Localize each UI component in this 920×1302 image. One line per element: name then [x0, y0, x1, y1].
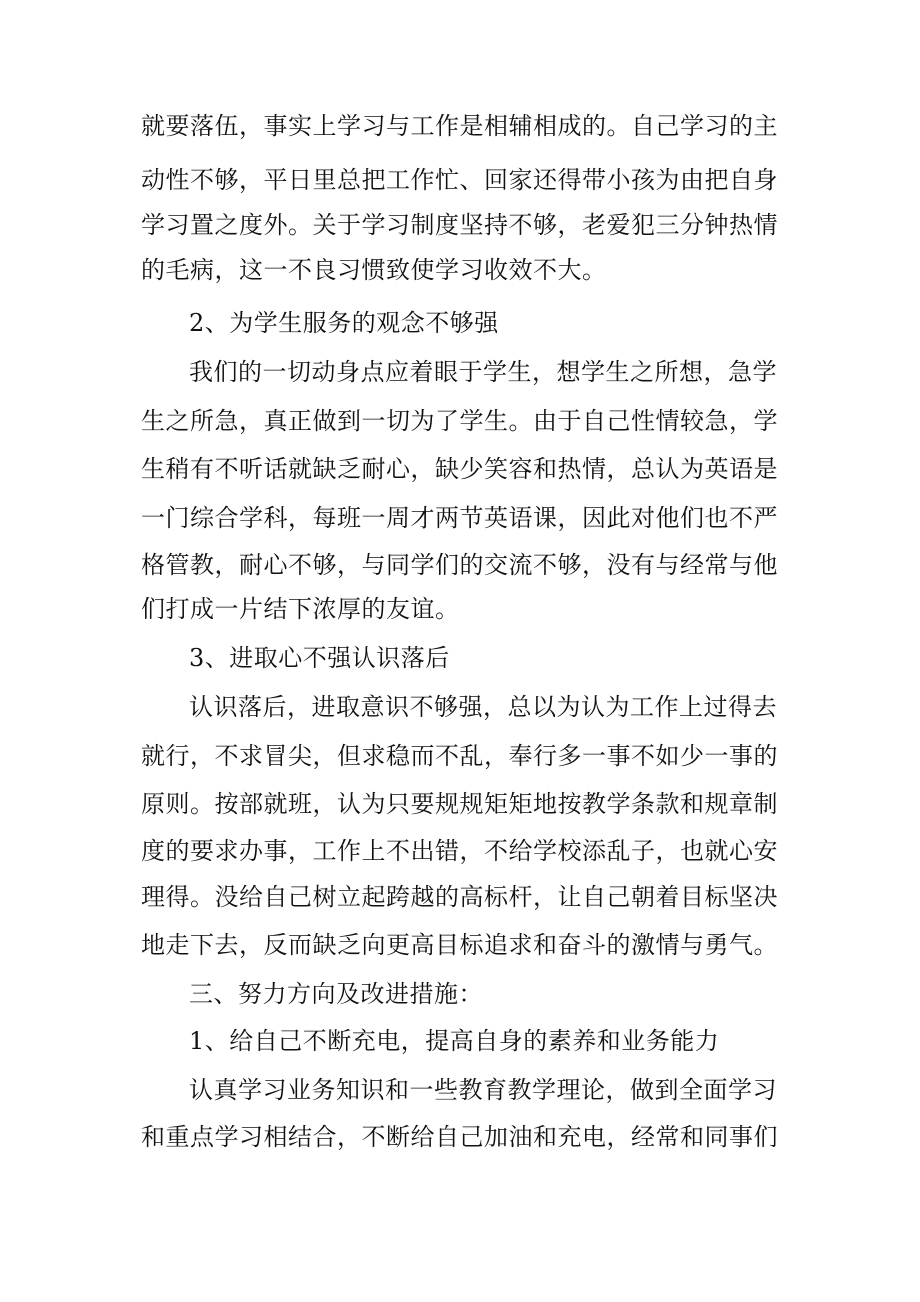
paragraph-line: 格管教，耐心不够，与同学们的交流不够，没有与经常与他	[141, 551, 778, 579]
paragraph-line: 一门综合学科，每班一周才两节英语课，因此对他们也不严	[141, 504, 778, 532]
section-heading: 3、进取心不强认识落后	[189, 644, 450, 672]
paragraph-line: 地走下去，反而缺乏向更高目标追求和奋斗的激情与勇气。	[141, 931, 778, 959]
paragraph-line: 生之所急，真正做到一切为了学生。由于自己性情较急，学	[141, 407, 778, 435]
paragraph-line: 就要落伍，事实上学习与工作是相辅相成的。自己学习的主	[141, 112, 778, 140]
paragraph-line: 理得。没给自己树立起跨越的高标杆，让自己朝着目标坚决	[141, 883, 778, 911]
subsection-heading: 1、给自己不断充电，提高自身的素养和业务能力	[189, 1027, 720, 1055]
paragraph-line: 度的要求办事，工作上不出错，不给学校添乱子，也就心安	[141, 837, 778, 865]
paragraph-line: 的毛病，这一不良习惯致使学习收效不大。	[141, 256, 607, 284]
section-heading: 2、为学生服务的观念不够强	[189, 309, 499, 337]
paragraph-line: 认真学习业务知识和一些教育教学理论，做到全面学习	[189, 1076, 777, 1104]
paragraph-line: 我们的一切动身点应着眼于学生，想学生之所想，急学	[189, 358, 777, 386]
paragraph-line: 认识落后，进取意识不够强，总以为认为工作上过得去	[189, 693, 777, 721]
section-heading: 三、努力方向及改进措施：	[189, 980, 483, 1008]
paragraph-line: 学习置之度外。关于学习制度坚持不够，老爱犯三分钟热情	[141, 211, 778, 239]
paragraph-line: 原则。按部就班，认为只要规规矩矩地按教学条款和规章制	[141, 790, 778, 818]
paragraph-line: 动性不够，平日里总把工作忙、回家还得带小孩为由把自身	[141, 166, 778, 194]
paragraph-line: 们打成一片结下浓厚的友谊。	[141, 595, 460, 623]
paragraph-line: 生稍有不听话就缺乏耐心，缺少笑容和热情，总认为英语是	[141, 455, 778, 483]
paragraph-line: 和重点学习相结合，不断给自己加油和充电，经常和同事们	[141, 1123, 778, 1151]
paragraph-line: 就行，不求冒尖，但求稳而不乱，奉行多一事不如少一事的	[141, 742, 778, 770]
